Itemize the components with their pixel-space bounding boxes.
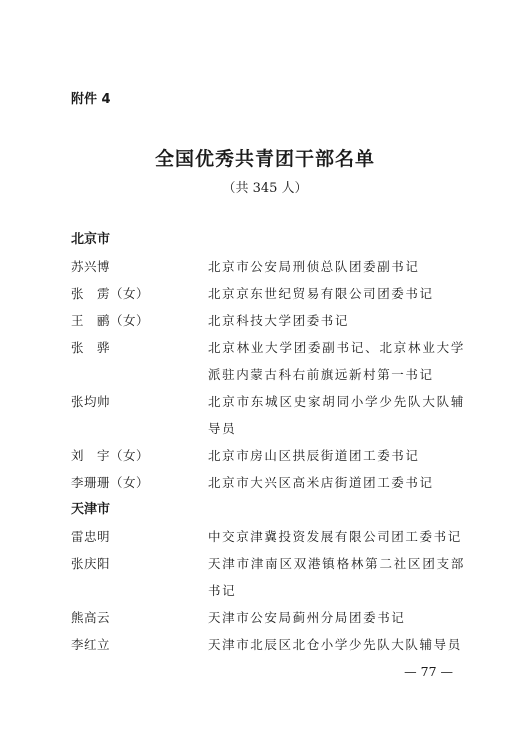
person-name: 张均帅: [71, 394, 111, 409]
person-name: 张 骅: [71, 340, 111, 355]
person-role: 天津市公安局蓟州分局团委书记: [208, 610, 406, 625]
person-name: 张庆阳: [71, 556, 111, 571]
region-heading: 天津市: [71, 502, 111, 517]
person-name: 李红立: [71, 637, 111, 652]
list-item: [71, 604, 471, 631]
person-role: 天津市北辰区北仓小学少先队大队辅导员: [208, 637, 462, 652]
list-item: [71, 334, 471, 388]
list-item: [71, 280, 471, 307]
document-subtitle: （共 345 人）: [222, 181, 308, 196]
list-item: [71, 523, 471, 550]
document-title: 全国优秀共青团干部名单: [154, 148, 375, 170]
person-role: 中交京津冀投资发展有限公司团工委书记: [208, 529, 462, 544]
person-role: 北京林业大学团委副书记、北京林业大学派驻内蒙古科右前旗远新村第一书记: [208, 340, 465, 382]
person-role: 北京市房山区拱辰街道团工委书记: [208, 448, 420, 463]
person-role: 北京市东城区史家胡同小学少先队大队辅导员: [208, 394, 465, 436]
list-item: [71, 307, 471, 334]
page-number: — 77 —: [404, 664, 453, 679]
person-name: 苏兴博: [71, 259, 111, 274]
list-item: [71, 469, 471, 496]
region-heading: 北京市: [71, 232, 111, 247]
list-item: [71, 253, 471, 280]
person-name: 雷忠明: [71, 529, 111, 544]
person-role: 北京京东世纪贸易有限公司团委书记: [208, 286, 434, 301]
name-list: [71, 226, 471, 658]
list-item: [71, 550, 471, 604]
person-name: 王 鹂（女）: [71, 313, 150, 328]
person-name: 张 雳（女）: [71, 286, 150, 301]
person-role: 北京科技大学团委书记: [208, 313, 350, 328]
person-name: 李珊珊（女）: [71, 475, 150, 490]
list-item: [71, 631, 471, 658]
person-name: 刘 宇（女）: [71, 448, 150, 463]
person-role: 北京市大兴区高米店街道团工委书记: [208, 475, 434, 490]
attachment-label: 附件 4: [71, 92, 111, 107]
list-item: [71, 388, 471, 442]
person-role: 天津市津南区双港镇格林第二社区团支部书记: [208, 556, 465, 598]
person-role: 北京市公安局刑侦总队团委副书记: [208, 259, 420, 274]
person-name: 熊高云: [71, 610, 111, 625]
list-item: [71, 442, 471, 469]
